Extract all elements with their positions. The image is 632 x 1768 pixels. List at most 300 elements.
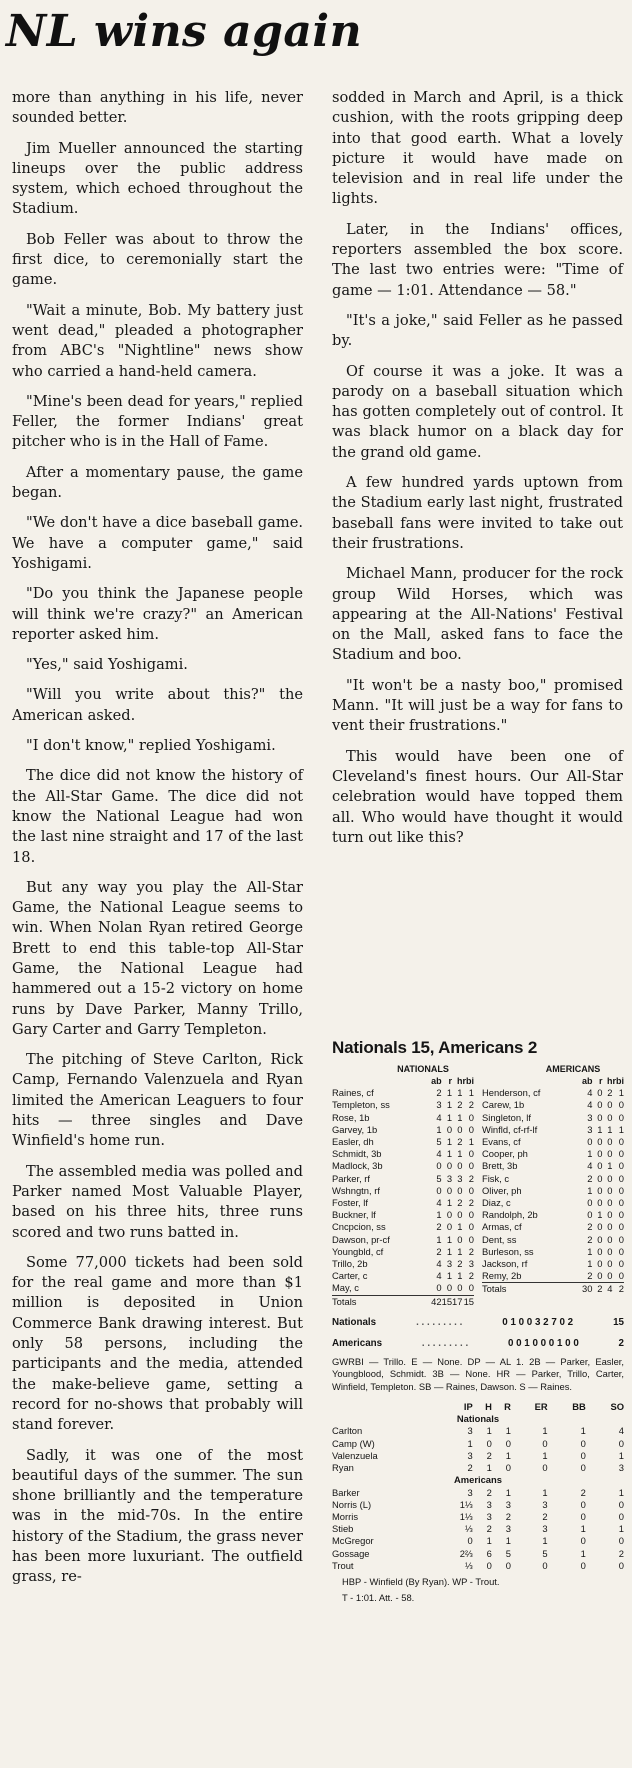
- batter-row: [482, 1209, 624, 1221]
- pitcher-stat: 3: [618, 1462, 624, 1474]
- linescore-total: 2: [618, 1337, 624, 1349]
- batter-stat: 0: [597, 1258, 603, 1270]
- batter-stat: 2: [587, 1233, 593, 1245]
- batter-stat: 1: [436, 1123, 442, 1135]
- batter-name: May, c: [332, 1282, 359, 1294]
- batter-stat: 0: [597, 1184, 603, 1196]
- article-paragraph: "I don't know," replied Yoshigami.: [26, 737, 276, 755]
- americans-label: AMERICANS: [545, 1064, 601, 1074]
- batter-stat: 0: [618, 1245, 624, 1257]
- pitcher-stat: 0: [542, 1559, 548, 1571]
- batter-row: [332, 1270, 474, 1282]
- headline: NL wins again: [6, 6, 363, 57]
- pitcher-stat: 1: [467, 1437, 473, 1449]
- batter-stat: 3: [457, 1172, 463, 1184]
- batter-stat: 0: [468, 1209, 474, 1221]
- batter-stat: 3: [587, 1123, 593, 1135]
- totals-stat: 30: [582, 1283, 593, 1295]
- batter-name: Dent, ss: [482, 1233, 517, 1245]
- batter-stat: 1: [446, 1087, 453, 1099]
- nationals-label: NATIONALS: [397, 1064, 449, 1074]
- batter-stat: 4: [587, 1099, 593, 1111]
- batter-name: Garvey, 1b: [332, 1123, 378, 1135]
- batter-stat: 0: [618, 1258, 624, 1270]
- pitcher-row: [332, 1499, 624, 1511]
- batter-name: Wshngtn, rf: [332, 1184, 380, 1196]
- batter-stat: 0: [446, 1184, 453, 1196]
- batter-stat: 1: [457, 1245, 463, 1257]
- pitcher-row: [332, 1548, 624, 1560]
- pitcher-stat: ⅓: [464, 1559, 473, 1571]
- batter-stat: 3: [436, 1099, 442, 1111]
- batter-stat: 0: [597, 1136, 603, 1148]
- batter-stat: 4: [436, 1197, 442, 1209]
- batter-row: [332, 1099, 474, 1111]
- batter-stat: 1: [446, 1136, 453, 1148]
- pitcher-stat: 1: [542, 1425, 548, 1437]
- pitcher-stat: 0: [580, 1535, 586, 1547]
- batter-row: [482, 1148, 624, 1160]
- pitcher-stat: 0: [618, 1510, 624, 1522]
- batter-stat: 0: [618, 1233, 624, 1245]
- pitcher-stat: 0: [618, 1437, 624, 1449]
- pitcher-row: [332, 1523, 624, 1535]
- box-score: [332, 1038, 624, 1605]
- left-column: [12, 88, 303, 1598]
- pitcher-stat: 2: [618, 1547, 624, 1559]
- pitcher-row: [332, 1560, 624, 1572]
- batter-stat: 0: [457, 1160, 463, 1172]
- linescore-total: 15: [613, 1316, 624, 1328]
- batter-stat: 2: [457, 1197, 463, 1209]
- batter-stat: 0: [607, 1209, 613, 1221]
- article-paragraph: "Will you write about this?" the American asked.: [12, 686, 303, 724]
- pitcher-stat: 1: [618, 1449, 624, 1461]
- pitcher-stat: 3: [505, 1498, 511, 1510]
- batter-row: [482, 1270, 624, 1283]
- article-paragraph: But any way you play the All-Star Game, the National League seems to win. When Nolan Ryan retired George Brett to end this table-top All-Star Game, the National League had hammered out a 15-2 victory on home runs by Dave Parker, Manny Trillo, Gary Carter and Garry Templeton.: [12, 878, 303, 1038]
- pitcher-stat: 1: [505, 1486, 511, 1498]
- pitcher-stat: 0: [505, 1559, 511, 1571]
- pitcher-stat: 1: [505, 1425, 511, 1437]
- batter-row: [332, 1124, 474, 1136]
- batter-row: [332, 1148, 474, 1160]
- stat-header: ab: [431, 1076, 442, 1086]
- stat-header: r: [598, 1076, 603, 1086]
- batter-name: Schmidt, 3b: [332, 1148, 382, 1160]
- batter-stat: 1: [446, 1148, 453, 1160]
- batter-stat: 0: [587, 1136, 593, 1148]
- pitcher-row: [332, 1438, 624, 1450]
- batter-stat: 0: [446, 1123, 453, 1135]
- batter-stat: 1: [587, 1148, 593, 1160]
- batter-stat: 0: [607, 1258, 613, 1270]
- totals-stat: 17: [452, 1295, 463, 1307]
- batting-tables: [332, 1064, 624, 1308]
- americans-batting-table: [482, 1075, 624, 1296]
- batter-row: [332, 1282, 474, 1295]
- batter-name: Madlock, 3b: [332, 1160, 383, 1172]
- batter-stat: 4: [587, 1160, 593, 1172]
- batter-stat: 0: [446, 1160, 453, 1172]
- pitcher-stat: 0: [580, 1510, 586, 1522]
- pitcher-stat: 2: [486, 1523, 492, 1535]
- linescore-team: Americans: [332, 1337, 383, 1349]
- batter-stat: 0: [468, 1160, 474, 1172]
- pitcher-stat: 0: [580, 1462, 586, 1474]
- batter-stat: 2: [468, 1172, 474, 1184]
- batter-name: Fisk, c: [482, 1172, 510, 1184]
- batter-stat: 0: [468, 1184, 474, 1196]
- pitcher-stat: 0: [580, 1437, 586, 1449]
- batter-stat: 0: [618, 1209, 624, 1221]
- totals-stat: 15: [463, 1295, 474, 1307]
- article-paragraph: "Mine's been dead for years," replied Feller, the former Indians' great pitcher who is in the Hall of Fame.: [12, 392, 303, 451]
- batter-stat: 2: [468, 1197, 474, 1209]
- stat-header: rbi: [612, 1076, 624, 1086]
- batter-stat: 1: [436, 1209, 442, 1221]
- pitcher-name: Camp (W): [332, 1437, 375, 1449]
- batter-row: [332, 1087, 474, 1099]
- stat-header: h: [456, 1076, 463, 1086]
- box-score-footer: [332, 1576, 624, 1605]
- article-paragraph: "Wait a minute, Bob. My battery just went dead," pleaded a photographer from ABC's "Nightline" news show who carried a hand-held camera.: [12, 301, 303, 380]
- pitcher-row: [332, 1487, 624, 1499]
- pitcher-stat: 1: [542, 1535, 548, 1547]
- batter-stat: 0: [618, 1136, 624, 1148]
- batter-stat: 2: [607, 1087, 613, 1099]
- batting-header-row: [482, 1075, 624, 1087]
- batter-stat: 0: [597, 1233, 603, 1245]
- pitcher-stat: 0: [618, 1498, 624, 1510]
- article-paragraph: "We don't have a dice baseball game. We have a computer game," said Yoshigami.: [12, 514, 303, 572]
- pitcher-stat: ⅓: [464, 1523, 473, 1535]
- pitcher-stat: 0: [486, 1559, 492, 1571]
- article-paragraph: The assembled media was polled and Parker named Most Valuable Player, based on his three hits, three runs scored and two runs batted in.: [12, 1162, 303, 1241]
- batter-name: Raines, cf: [332, 1087, 374, 1099]
- batter-stat: 0: [618, 1270, 624, 1282]
- pitcher-stat: 0: [580, 1559, 586, 1571]
- pitching-header: BB: [572, 1401, 586, 1413]
- pitcher-name: Carlton: [332, 1425, 363, 1437]
- batter-stat: 0: [607, 1136, 613, 1148]
- pitcher-row: [332, 1425, 624, 1437]
- article-paragraph: sodded in March and April, is a thick cushion, with the roots gripping deep into that good earth. What a lovely picture it would have made on television and in real life under the lights.: [332, 89, 623, 208]
- batter-stat: 0: [436, 1282, 442, 1294]
- batter-stat: 0: [607, 1221, 613, 1233]
- batter-row: [482, 1099, 624, 1111]
- pitching-header: SO: [610, 1401, 624, 1413]
- pitcher-stat: 2: [580, 1486, 586, 1498]
- pitcher-stat: 1⅓: [459, 1498, 473, 1510]
- batter-stat: 0: [436, 1160, 442, 1172]
- totals-stat: 4: [602, 1283, 612, 1296]
- batter-stat: 0: [457, 1233, 463, 1245]
- pitcher-row: [332, 1462, 624, 1474]
- batter-stat: 2: [587, 1172, 593, 1184]
- batter-name: Cncpcion, ss: [332, 1221, 386, 1233]
- batter-stat: 0: [587, 1209, 593, 1221]
- batter-row: [482, 1234, 624, 1246]
- batter-stat: 2: [468, 1270, 474, 1282]
- batter-row: [482, 1087, 624, 1099]
- article-paragraph: "It won't be a nasty boo," promised Mann. "It will just be a way for fans to vent their frustrations.": [332, 676, 623, 735]
- pitcher-stat: 0: [618, 1535, 624, 1547]
- linescore-team: Nationals: [332, 1316, 377, 1328]
- pitcher-name: Stieb: [332, 1523, 354, 1535]
- nationals-batting: [332, 1064, 474, 1308]
- batter-row: [332, 1221, 474, 1233]
- article-paragraph: Michael Mann, producer for the rock group Wild Horses, which was appearing at the All-Nations' Festival on the Mall, asked fans to face the Stadium and boo.: [332, 565, 623, 664]
- batter-stat: 0: [457, 1184, 463, 1196]
- batter-name: Cooper, ph: [482, 1148, 528, 1160]
- pitcher-name: Norris (L): [332, 1498, 372, 1510]
- pitcher-stat: 3: [467, 1449, 473, 1461]
- batter-name: Evans, cf: [482, 1136, 521, 1148]
- pitcher-stat: 0: [542, 1437, 548, 1449]
- article-paragraph: After a momentary pause, the game began.: [12, 463, 303, 502]
- batter-name: Templeton, ss: [332, 1099, 390, 1111]
- batter-stat: 0: [618, 1172, 624, 1184]
- batter-stat: 1: [587, 1184, 593, 1196]
- batter-row: [332, 1209, 474, 1221]
- pitcher-stat: 0: [505, 1462, 511, 1474]
- batter-stat: 0: [607, 1270, 613, 1282]
- batter-stat: 0: [618, 1184, 624, 1196]
- batter-stat: 0: [468, 1233, 474, 1245]
- pitcher-name: Morris: [332, 1510, 359, 1522]
- batter-row: [482, 1136, 624, 1148]
- batter-stat: 2: [587, 1221, 593, 1233]
- pitcher-stat: 1: [486, 1535, 492, 1547]
- batter-stat: 0: [597, 1160, 603, 1172]
- batter-stat: 0: [618, 1148, 624, 1160]
- batter-stat: 1: [446, 1245, 453, 1257]
- pitcher-stat: 1: [580, 1547, 586, 1559]
- batter-stat: 2: [436, 1221, 442, 1233]
- batter-stat: 0: [597, 1197, 603, 1209]
- batter-name: Oliver, ph: [482, 1184, 522, 1196]
- pitcher-name: Valenzuela: [332, 1449, 378, 1461]
- batter-stat: 0: [436, 1184, 442, 1196]
- batter-stat: 0: [446, 1282, 453, 1294]
- pitcher-stat: 2: [542, 1510, 548, 1522]
- pitcher-stat: 3: [542, 1523, 548, 1535]
- pitcher-stat: 4: [618, 1425, 624, 1437]
- batter-name: Brett, 3b: [482, 1160, 518, 1172]
- pitcher-name: Trout: [332, 1559, 354, 1571]
- batter-stat: 4: [436, 1111, 442, 1123]
- batter-name: Winfld, cf-rf-lf: [482, 1123, 538, 1135]
- article-paragraph: Later, in the Indians' offices, reporters assembled the box score. The last two entries were: "Time of game — 1:01. Attendance — 58.": [332, 220, 623, 299]
- pitcher-name: Barker: [332, 1486, 360, 1498]
- batter-stat: 1: [587, 1258, 593, 1270]
- batter-row: [332, 1258, 474, 1270]
- batter-stat: 1: [607, 1160, 613, 1172]
- batter-stat: 1: [446, 1111, 453, 1123]
- batter-stat: 0: [607, 1197, 613, 1209]
- pitching-header: [332, 1401, 436, 1413]
- batter-row: [332, 1136, 474, 1148]
- pitcher-stat: 0: [505, 1437, 511, 1449]
- batter-stat: 0: [618, 1111, 624, 1123]
- batter-name: Buckner, lf: [332, 1209, 376, 1221]
- pitcher-stat: 6: [486, 1547, 492, 1559]
- pitcher-stat: 1: [580, 1425, 586, 1437]
- pitcher-stat: 2: [505, 1510, 511, 1522]
- pitcher-stat: 3: [467, 1425, 473, 1437]
- pitcher-stat: 5: [505, 1547, 511, 1559]
- batter-stat: 4: [436, 1270, 442, 1282]
- batter-row: [482, 1221, 624, 1233]
- pitcher-stat: 5: [542, 1547, 548, 1559]
- pitching-group-row: [332, 1413, 624, 1425]
- leader-dots: . . . . . . . . .: [416, 1316, 463, 1328]
- batter-stat: 0: [597, 1270, 603, 1282]
- batter-stat: 2: [587, 1270, 593, 1282]
- batter-row: [482, 1160, 624, 1172]
- article-paragraph: The pitching of Steve Carlton, Rick Camp, Fernando Valenzuela and Ryan limited the American Leaguers to four hits — three singles and Dave Winfield's home run.: [12, 1051, 303, 1150]
- batter-stat: 0: [607, 1148, 613, 1160]
- batter-stat: 0: [597, 1087, 603, 1099]
- pitcher-stat: 2: [467, 1462, 473, 1474]
- pitching-header: ER: [534, 1401, 548, 1413]
- batter-stat: 0: [618, 1099, 624, 1111]
- batter-name: Youngbld, cf: [332, 1245, 384, 1257]
- pitcher-stat: 1: [542, 1486, 548, 1498]
- batter-name: Burleson, ss: [482, 1245, 534, 1257]
- pitcher-stat: 1: [505, 1535, 511, 1547]
- batter-stat: 3: [587, 1111, 593, 1123]
- batter-stat: 1: [457, 1087, 463, 1099]
- batter-stat: 0: [597, 1172, 603, 1184]
- totals-label: Totals: [482, 1283, 582, 1296]
- batter-name: Easler, dh: [332, 1136, 374, 1148]
- linescore-innings: 0 1 0 0 3 2 7 0 2: [502, 1316, 574, 1328]
- batter-stat: 4: [587, 1087, 593, 1099]
- batter-stat: 0: [597, 1111, 603, 1123]
- stat-header: ab: [581, 1076, 593, 1086]
- game-notes: GWRBI — Trillo. E — None. DP — AL 1. 2B — Parker, Easler, Youngblood, Schmidt. 3B — None. HR — Parker, Trillo, Carter, Winfield, Templeton. SB — Raines, Dawson. S — Raines.: [332, 1355, 624, 1392]
- batter-name: Trillo, 2b: [332, 1258, 368, 1270]
- batter-stat: 1: [618, 1123, 624, 1135]
- pitcher-stat: 0: [467, 1535, 473, 1547]
- batter-stat: 0: [468, 1123, 474, 1135]
- batter-stat: 1: [457, 1270, 463, 1282]
- pitcher-stat: 2: [486, 1449, 492, 1461]
- batter-stat: 0: [457, 1209, 463, 1221]
- batter-stat: 1: [446, 1099, 453, 1111]
- batter-stat: 4: [436, 1148, 442, 1160]
- pitcher-name: Gossage: [332, 1547, 370, 1559]
- batter-stat: 1: [597, 1123, 603, 1135]
- pitcher-stat: 3: [486, 1510, 492, 1522]
- pitcher-row: [332, 1511, 624, 1523]
- article-paragraph: "Yes," said Yoshigami.: [26, 656, 188, 674]
- totals-stat: 42: [431, 1295, 442, 1307]
- pitcher-stat: 1: [505, 1449, 511, 1461]
- batter-row: [332, 1185, 474, 1197]
- batter-stat: 0: [607, 1233, 613, 1245]
- article-paragraph: Of course it was a joke. It was a parody on a baseball situation which has gotten completely out of control. It was black humor on a black day for the grand old game.: [332, 362, 623, 461]
- pitcher-stat: 3: [467, 1486, 473, 1498]
- batter-stat: 2: [457, 1258, 463, 1270]
- pitcher-stat: 1: [618, 1486, 624, 1498]
- batter-stat: 0: [597, 1148, 603, 1160]
- pitching-header: IP: [463, 1401, 473, 1413]
- batter-name: Randolph, 2b: [482, 1209, 538, 1221]
- batter-name: Armas, cf: [482, 1221, 522, 1233]
- batter-stat: 3: [446, 1258, 453, 1270]
- batter-stat: 1: [457, 1148, 463, 1160]
- batter-name: Singleton, lf: [482, 1111, 531, 1123]
- totals-row: [482, 1283, 624, 1296]
- batter-stat: 2: [457, 1099, 463, 1111]
- stat-header: r: [448, 1076, 453, 1086]
- batter-stat: 0: [457, 1282, 463, 1294]
- batter-stat: 0: [607, 1172, 613, 1184]
- batter-row: [482, 1185, 624, 1197]
- batter-stat: 0: [468, 1111, 474, 1123]
- batter-row: [332, 1197, 474, 1209]
- batter-stat: 0: [587, 1197, 593, 1209]
- article-paragraph: Jim Mueller announced the starting lineups over the public address system, which echoed throughout the Stadium.: [12, 139, 303, 218]
- pitcher-name: McGregor: [332, 1535, 374, 1547]
- batter-stat: 3: [446, 1172, 453, 1184]
- article-paragraph: Some 77,000 tickets had been sold for the real game and more than $1 million is deposited in Union Commerce Bank drawing interest. But only 58 persons, including the participants and the media, attended the make-believe game, setting a record for no-shows that probably will stand forever.: [12, 1253, 303, 1434]
- batter-stat: 1: [457, 1221, 463, 1233]
- batter-name: Jackson, rf: [482, 1258, 528, 1270]
- batter-stat: 5: [436, 1172, 442, 1184]
- batter-stat: 0: [468, 1148, 474, 1160]
- batter-stat: 2: [468, 1245, 474, 1257]
- batter-row: [482, 1197, 624, 1209]
- batter-stat: 0: [446, 1209, 453, 1221]
- batter-name: Remy, 2b: [482, 1270, 522, 1282]
- batter-stat: 1: [468, 1087, 474, 1099]
- batter-row: [332, 1112, 474, 1124]
- pitcher-stat: 1: [486, 1462, 492, 1474]
- batter-stat: 0: [457, 1123, 463, 1135]
- batter-stat: 1: [587, 1245, 593, 1257]
- batter-stat: 0: [597, 1221, 603, 1233]
- batter-row: [332, 1246, 474, 1258]
- pitcher-stat: 1⅓: [459, 1510, 473, 1522]
- batter-stat: 1: [618, 1087, 624, 1099]
- batter-stat: 1: [468, 1136, 474, 1148]
- article-paragraph: Bob Feller was about to throw the first dice, to ceremonially start the game.: [12, 230, 303, 289]
- pitcher-stat: 1: [618, 1523, 624, 1535]
- batter-stat: 3: [468, 1258, 474, 1270]
- batter-stat: 0: [446, 1221, 453, 1233]
- pitching-group: Nationals: [456, 1413, 500, 1425]
- box-score-title: Nationals 15, Americans 2: [332, 1038, 538, 1057]
- pitcher-stat: 1: [486, 1425, 492, 1437]
- totals-stat: 2: [592, 1283, 602, 1296]
- pitcher-stat: 0: [580, 1498, 586, 1510]
- batter-stat: 0: [618, 1160, 624, 1172]
- nationals-batting-table: [332, 1075, 474, 1308]
- pitcher-stat: 2⅔: [459, 1547, 473, 1559]
- footer-line: T - 1:01. Att. - 58.: [342, 1592, 415, 1604]
- header-spacer: [332, 1075, 431, 1087]
- pitching-group-row: [332, 1474, 624, 1486]
- batter-row: [332, 1234, 474, 1246]
- batter-stat: 0: [607, 1099, 613, 1111]
- batter-stat: 1: [446, 1233, 453, 1245]
- pitching-table: [332, 1401, 624, 1572]
- pitcher-row: [332, 1535, 624, 1547]
